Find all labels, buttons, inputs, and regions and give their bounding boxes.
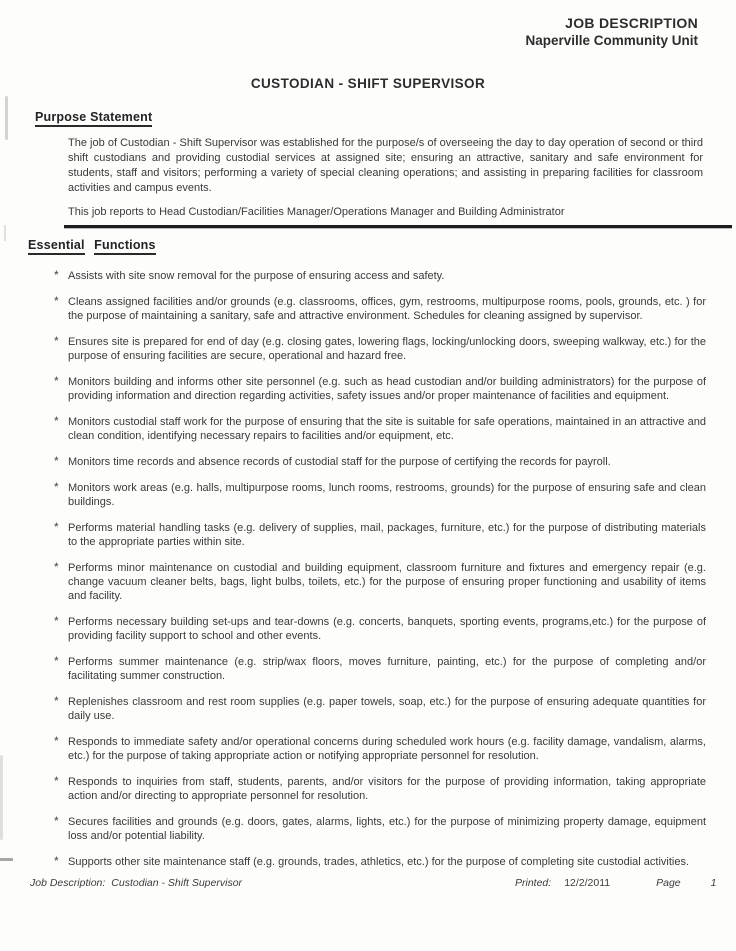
reports-to-line: This job reports to Head Custodian/Facilities Manager/Operations Manager and Building Administrator xyxy=(68,206,565,218)
function-item xyxy=(54,775,706,803)
function-item xyxy=(54,815,706,843)
function-item xyxy=(54,521,706,549)
function-item-text: Supports other site maintenance staff (e.g. grounds, trades, athletics, etc.) for the purpose of completing site custodial activities. xyxy=(68,856,690,868)
bullet-marker: * xyxy=(54,414,59,428)
function-item xyxy=(54,375,706,403)
function-item-text: Cleans assigned facilities and/or grounds (e.g. classrooms, offices, gym, restrooms, multipurpose rooms, pools, grounds, etc. ) for the purpose of maintaining a sanitary, safe and attractive environment. Schedules for cleaning assigned by supervisor. xyxy=(68,296,706,322)
function-item-text: Performs material handling tasks (e.g. delivery of supplies, mail, packages, furniture, etc.) for the purpose of distributing materials to the appropriate parties within site. xyxy=(68,522,706,548)
function-item-text: Performs summer maintenance (e.g. strip/wax floors, moves furniture, painting, etc.) for the purpose of completing and/or facilitating summer construction. xyxy=(68,656,706,682)
function-item xyxy=(54,695,706,723)
scan-artifact xyxy=(5,96,8,140)
bullet-marker: * xyxy=(54,520,59,534)
document-footer xyxy=(30,877,717,893)
footer-printed-label: Printed: xyxy=(515,877,552,889)
function-item xyxy=(54,269,706,283)
function-item-text: Performs necessary building set-ups and tear-downs (e.g. concerts, banquets, sporting events, programs,etc.) for the purpose of providing facility support to school and other events. xyxy=(68,616,706,642)
footer-job-description xyxy=(30,877,242,889)
bullet-marker: * xyxy=(54,294,59,308)
footer-left-value: Custodian - Shift Supervisor xyxy=(111,877,243,889)
bullet-marker: * xyxy=(54,480,59,494)
function-item-text: Monitors work areas (e.g. halls, multipurpose rooms, lunch rooms, restrooms, grounds) for the purpose of ensuring safe and clean buildings. xyxy=(68,482,706,508)
function-item-text: Replenishes classroom and rest room supplies (e.g. paper towels, soap, etc.) for the purpose of ensuring adequate quantities for daily use. xyxy=(68,696,706,722)
footer-left-label: Job Description: xyxy=(30,877,106,889)
scan-artifact xyxy=(4,225,6,241)
bullet-marker: * xyxy=(54,694,59,708)
function-item xyxy=(54,655,706,683)
function-item xyxy=(54,561,706,603)
function-item-text: Monitors time records and absence records of custodial staff for the purpose of certifying the records for payroll. xyxy=(68,456,611,468)
document-header xyxy=(0,0,736,49)
bullet-marker: * xyxy=(54,774,59,788)
footer-print-info xyxy=(515,877,717,889)
function-item-text: Monitors custodial staff work for the purpose of ensuring that the site is suitable for safe operations, maintained in an attractive and clean condition, identifying necessary repairs to facilities and/or equipment, etc. xyxy=(68,416,706,442)
page-title: CUSTODIAN - SHIFT SUPERVISOR xyxy=(250,76,486,91)
function-item-text: Performs minor maintenance on custodial and building equipment, classroom furniture and fixtures and emergency repair (e.g. change vacuum cleaner belts, bags, light bulbs, toilets, etc.) for the purpose of ensuring proper functioning and usability of items and facility. xyxy=(68,562,706,602)
essential-functions-heading-word2: Functions xyxy=(94,238,156,255)
essential-functions-list xyxy=(0,269,706,869)
essential-functions-heading-row xyxy=(28,236,736,255)
footer-page-label: Page xyxy=(656,877,681,889)
function-item-text: Assists with site snow removal for the purpose of ensuring access and safety. xyxy=(68,270,445,282)
function-item-text: Ensures site is prepared for end of day (e.g. closing gates, lowering flags, locking/unlocking doors, sweeping walkway, etc.) for the purpose of ensuring facilities are secure, operational and hazard free. xyxy=(68,336,706,362)
bullet-marker: * xyxy=(54,734,59,748)
purpose-section-heading-row xyxy=(35,108,736,127)
function-item xyxy=(54,295,706,323)
function-item xyxy=(54,481,706,509)
essential-functions-heading-word1: Essential xyxy=(28,238,85,255)
purpose-heading: Purpose Statement xyxy=(35,110,152,127)
function-item xyxy=(54,415,706,443)
bullet-marker: * xyxy=(54,560,59,574)
footer-page-number: 1 xyxy=(710,877,717,889)
bullet-marker: * xyxy=(54,454,59,468)
function-item xyxy=(54,855,706,869)
function-item xyxy=(54,335,706,363)
purpose-body: The job of Custodian - Shift Supervisor was established for the purpose/s of overseeing the day to day operation of second or third shift custodians and providing custodial services at assigned site; ensuring an attractive, sanitary and safe environment for students, staff and visitors; performing a variety of special cleaning operations; and assisting in preparing facilities for classroom activities and campus events. xyxy=(68,137,703,194)
function-item-text: Responds to immediate safety and/or operational concerns during scheduled work hours (e.g. facility damage, vandalism, alarms, etc.) for the purpose of taking appropriate action or notifying appropriate personnel for resolution. xyxy=(68,736,706,762)
bullet-marker: * xyxy=(54,374,59,388)
footer-printed-date: 12/2/2011 xyxy=(564,877,611,889)
function-item-text: Responds to inquiries from staff, students, parents, and/or visitors for the purpose of providing information, taking appropriate action and/or directing to appropriate personnel for resolution. xyxy=(68,776,706,802)
header-org-line2: Naperville Community Unit xyxy=(525,33,698,48)
function-item xyxy=(54,735,706,763)
section-divider xyxy=(64,225,732,228)
header-org-line1: JOB DESCRIPTION xyxy=(565,15,698,31)
bullet-marker: * xyxy=(54,268,59,282)
function-item-text: Secures facilities and grounds (e.g. doors, gates, alarms, lights, etc.) for the purpose of minimizing property damage, equipment loss and/or potential liability. xyxy=(68,816,706,842)
function-item-text: Monitors building and informs other site personnel (e.g. such as head custodian and/or building administrators) for the purpose of providing information and direction regarding activities, safety issues and/or proper maintenance of facilities and equipment. xyxy=(68,376,706,402)
bullet-marker: * xyxy=(54,854,59,868)
bullet-marker: * xyxy=(54,814,59,828)
bullet-marker: * xyxy=(54,334,59,348)
bullet-marker: * xyxy=(54,654,59,668)
function-item xyxy=(54,455,706,469)
bullet-marker: * xyxy=(54,614,59,628)
function-item xyxy=(54,615,706,643)
